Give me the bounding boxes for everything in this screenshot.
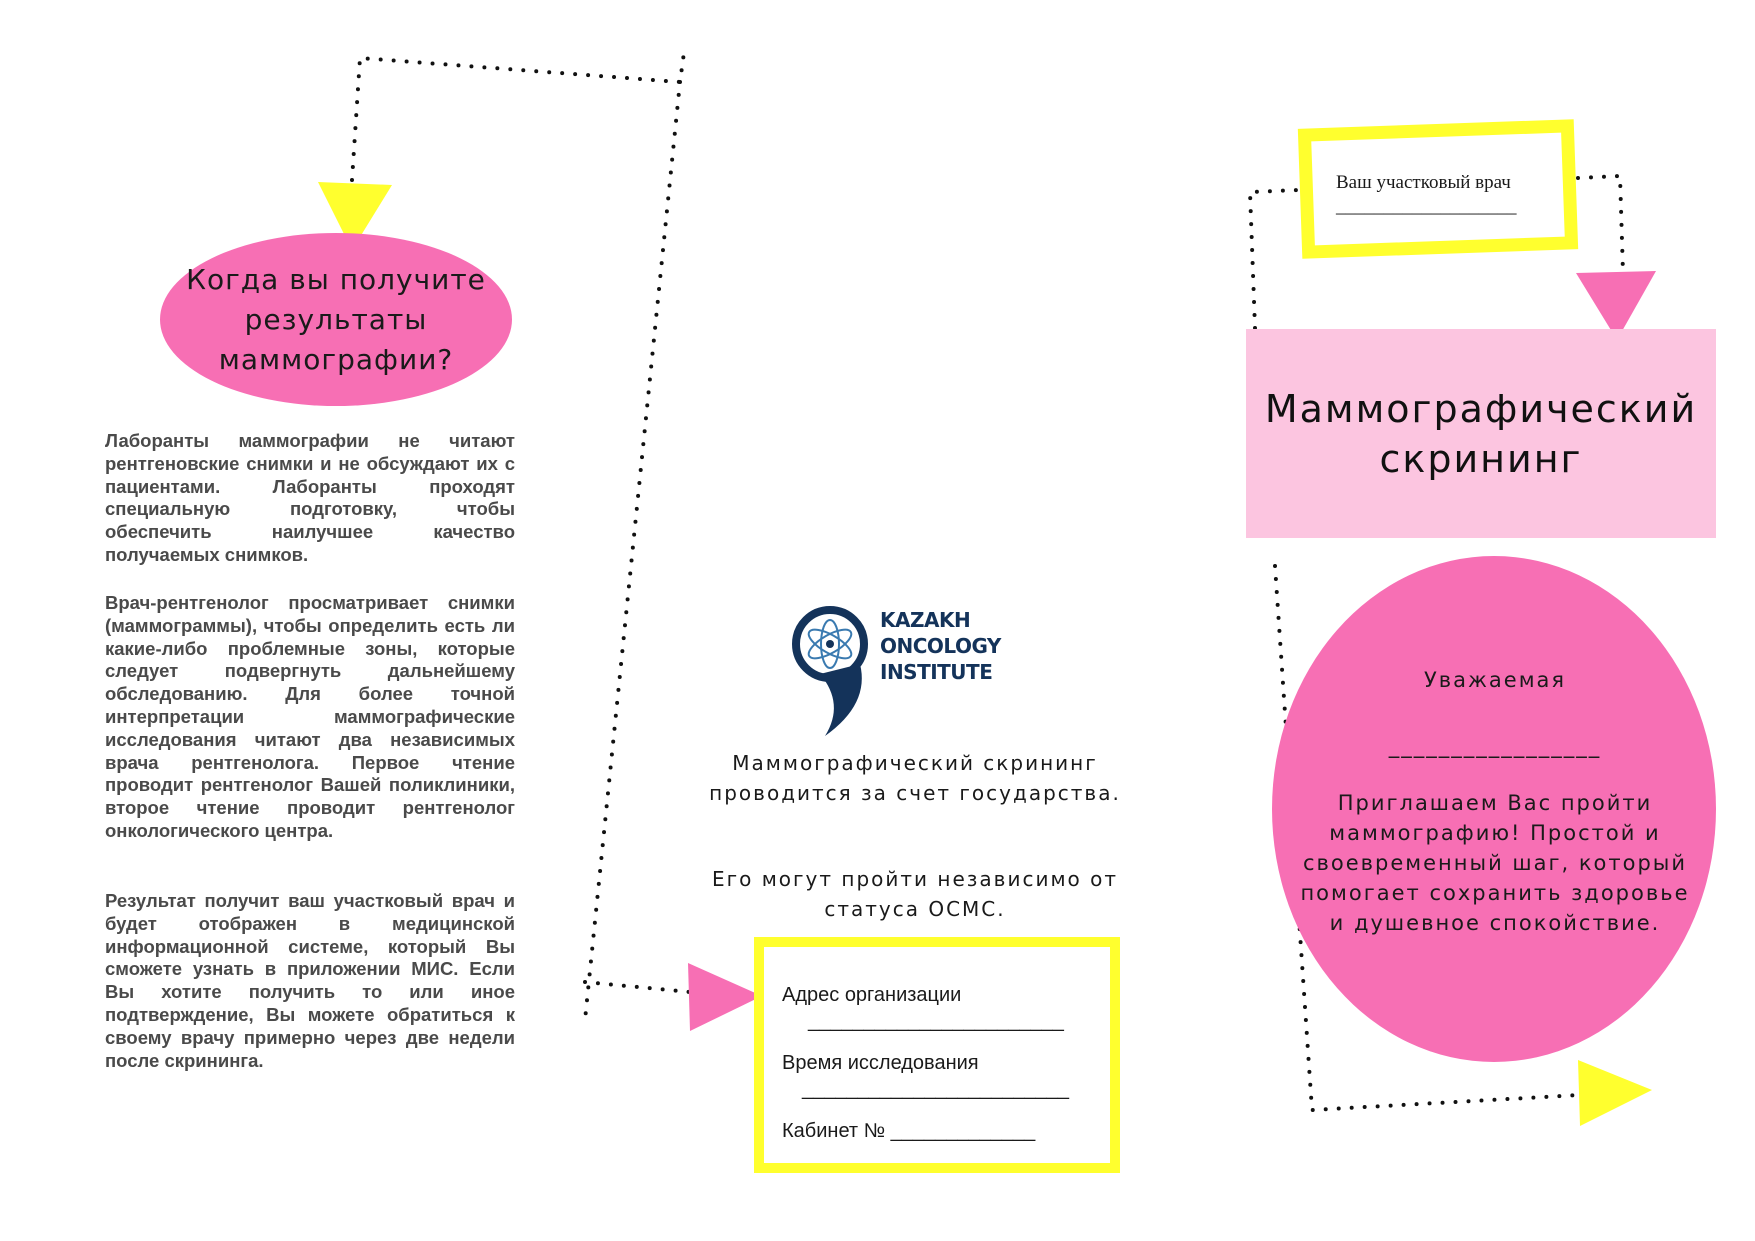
dotted-connector-right-top2 bbox=[1578, 176, 1623, 273]
doctor-line: ___________________ bbox=[1336, 196, 1517, 217]
dotted-connector-right-top bbox=[1250, 190, 1300, 328]
doctor-label: Ваш участковый врач bbox=[1336, 172, 1511, 193]
paragraph-technicians: Лаборанты маммографии не читают рентгеновские снимки и не обсуждают их с пациентами. Лаборанты проходят специальную подготовку, чтобы обеспечить наилучшее качество получаемых снимков. bbox=[105, 430, 515, 565]
dotted-connector-mid bbox=[585, 982, 690, 992]
funding-text: Маммографический скрининг проводится за счет государства. bbox=[709, 751, 1121, 805]
yellow-arrow-right-icon bbox=[1578, 1060, 1652, 1126]
dotted-connector-left-top bbox=[352, 45, 685, 180]
pink-arrow-right-icon bbox=[688, 963, 762, 1031]
paragraph-radiologist: Врач-рентгенолог просматривает снимки (маммограммы), чтобы определить есть ли какие-либо проблемные зоны, которые следует подвергнуть дальнейшему обследованию. Для более точной интерпретации маммографические исследования читают два независимых врача рентгенолога. Первое чтение проводит рентгенолог Вашей поликлиники, второе чтение проводит рентгенолог онкологического центра. bbox=[105, 592, 515, 841]
atom-logo-icon bbox=[796, 610, 864, 736]
logo-line-3: INSTITUTE bbox=[880, 660, 993, 684]
insurance-text: Его могут пройти независимо от статуса ОСМС. bbox=[711, 867, 1119, 921]
cabinet-label: Кабинет № _____________ bbox=[782, 1120, 1036, 1142]
address-label: Адрес организации bbox=[782, 984, 962, 1006]
logo-line-1: KAZAKH bbox=[880, 608, 971, 632]
dotted-connector-left-drop bbox=[585, 82, 680, 1020]
page-title: Маммографический скрининг bbox=[1264, 386, 1698, 481]
invitation-text: Приглашаем Вас пройти маммографию! Простой и своевременный шаг, который помогает сохранить здоровье и душевное спокойствие. bbox=[1300, 791, 1690, 935]
time-label: Время исследования bbox=[782, 1052, 979, 1074]
time-line: ________________________ bbox=[802, 1078, 1069, 1100]
left-heading: Когда вы получите результаты маммографии? bbox=[186, 262, 486, 376]
address-line: _______________________ bbox=[808, 1010, 1064, 1032]
left-heading-ellipse bbox=[160, 233, 512, 406]
name-line: _________________ bbox=[1388, 734, 1602, 758]
logo-line-2: ONCOLOGY bbox=[880, 634, 1001, 658]
paragraph-results: Результат получит ваш участковый врач и будет отображен в медицинской информационной системе, который Вы сможете узнать в приложении МИС. Если Вы хотите получить то или иное подтверждение, Вы можете обратиться к своему врачу примерно через две недели после скрининга. bbox=[105, 890, 515, 1071]
greeting: Уважаемая bbox=[1423, 668, 1567, 692]
logo-text bbox=[880, 607, 1001, 685]
title-box bbox=[1246, 329, 1716, 538]
